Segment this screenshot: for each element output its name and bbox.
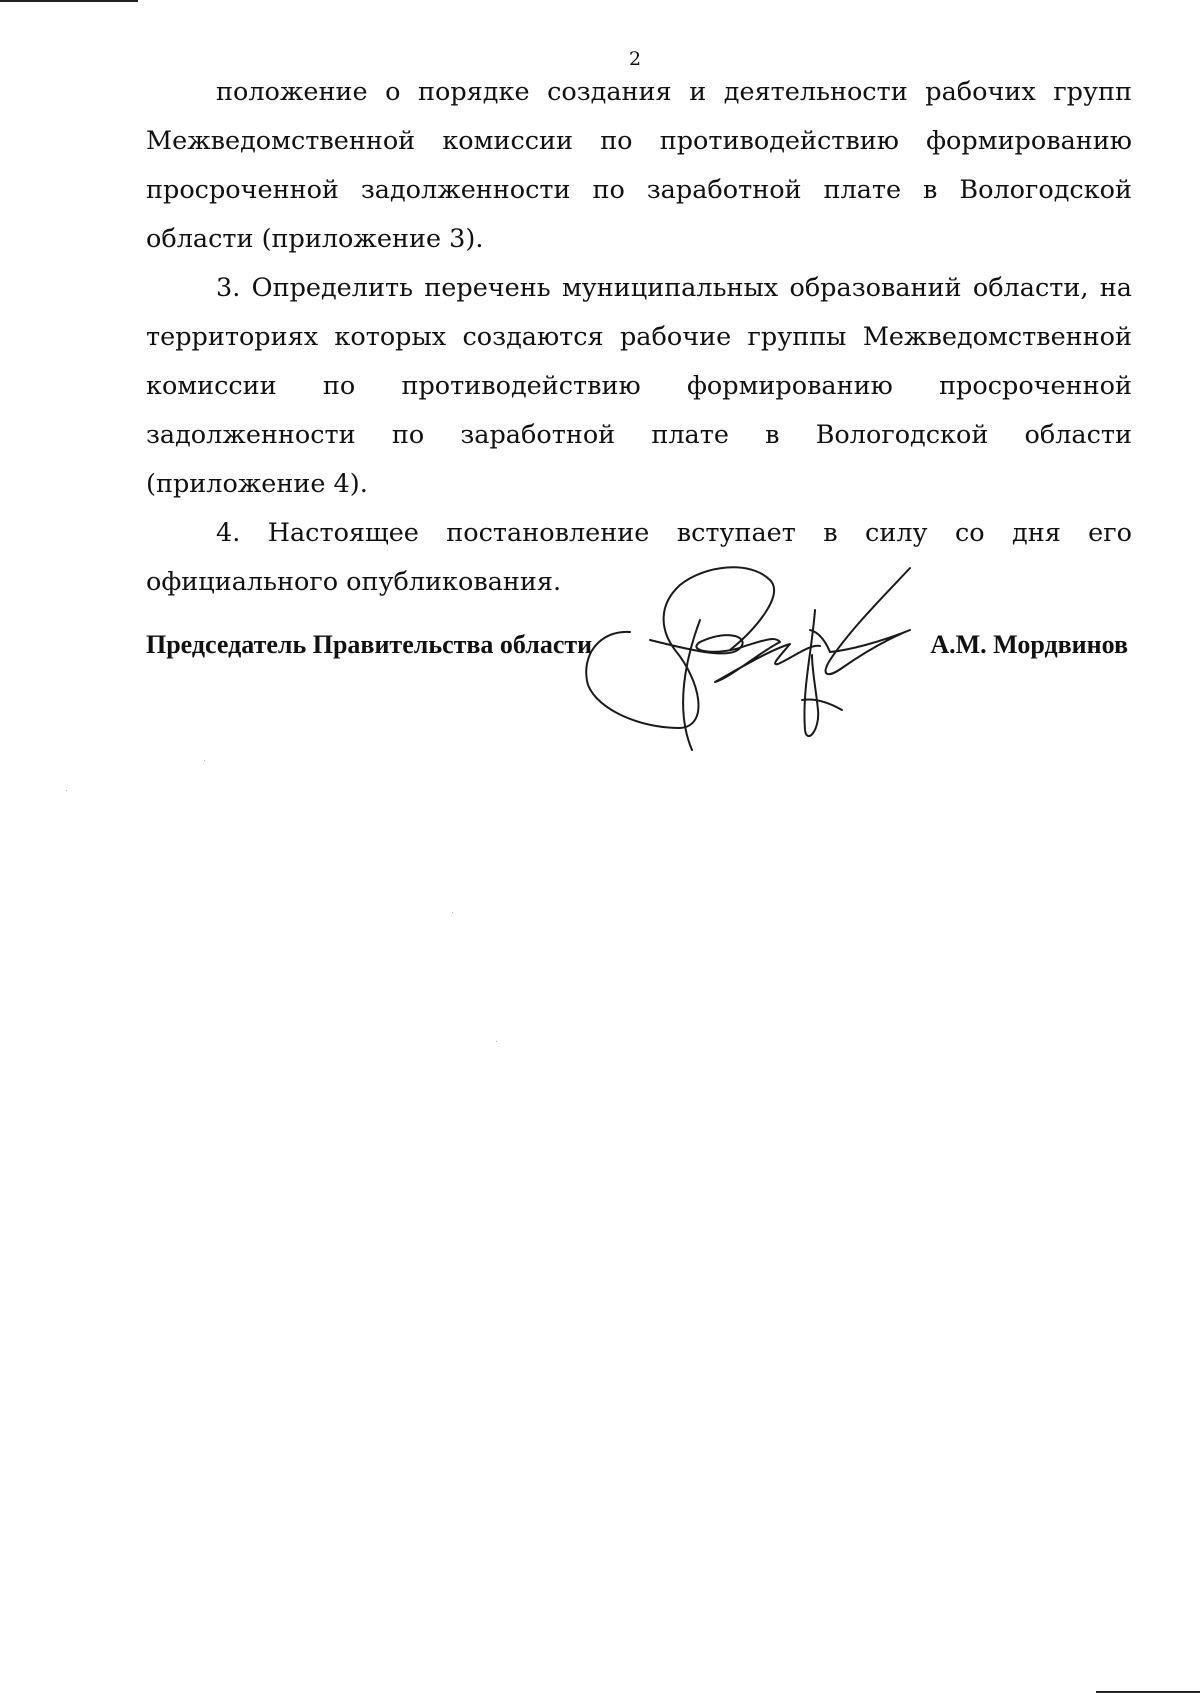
scan-speck (204, 760, 205, 761)
signatory-name: А.М. Мордвинов (930, 630, 1128, 659)
scan-speck (66, 790, 67, 791)
handwritten-signature-icon (580, 560, 940, 760)
signatory-position: Председатель Правительства области (146, 630, 593, 659)
paragraph-item-4: 4. Настоящее постановление вступает в силу со дня его официального опубликования. (146, 518, 1132, 597)
paragraph-appendix-3: положение о порядке создания и деятельности рабочих групп Межведомственной комиссии по противодействию формированию просроченной задолженности по заработной плате в Вологодской области (приложение 3). (146, 77, 1132, 254)
page-number: 2 (628, 48, 642, 70)
top-edge-rule (0, 0, 138, 2)
scan-speck (452, 912, 453, 913)
document-body (146, 68, 1132, 607)
scan-speck (496, 1041, 497, 1042)
paragraph-item-3: 3. Определить перечень муниципальных образований области, на территориях которых создаются рабочие группы Межведомственной комиссии по противодействию формированию просроченной задолженности по заработной плате в Вологодской области (приложение 4). (146, 273, 1132, 499)
